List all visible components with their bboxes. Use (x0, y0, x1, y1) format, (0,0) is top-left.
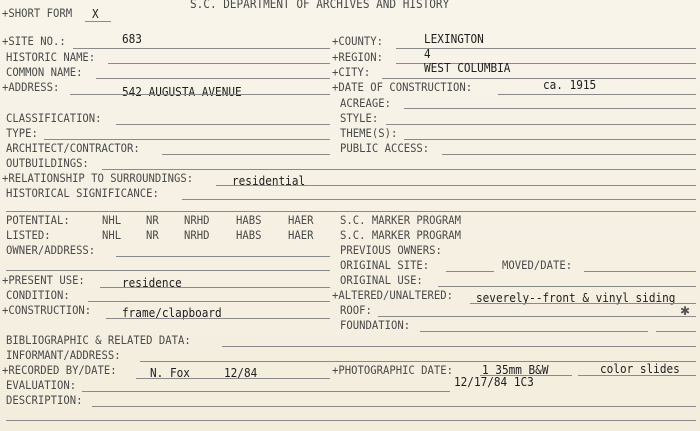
moved-date-label: MOVED/DATE: (502, 258, 573, 272)
recorded-by-value: N. Fox (150, 366, 190, 380)
photographic-date-label: +PHOTOGRAPHIC DATE: (332, 363, 454, 377)
moved-date-line (584, 271, 696, 272)
agency-title: S.C. DEPARTMENT OF ARCHIVES AND HISTORY (190, 0, 450, 11)
themes-line (404, 139, 696, 140)
public-access-line (442, 154, 696, 155)
construction-value: frame/clapboard (122, 306, 222, 320)
listed-nhl: NHL (102, 228, 122, 242)
potential-marker-program: S.C. MARKER PROGRAM (340, 213, 462, 227)
informant-label: INFORMANT/ADDRESS: (6, 348, 121, 362)
architect-label: ARCHITECT/CONTRACTOR: (6, 141, 140, 155)
condition-line (88, 301, 330, 302)
potential-nr: NR (146, 213, 159, 227)
date-of-construction-label: +DATE OF CONSTRUCTION: (332, 80, 473, 94)
owner-address-line (116, 256, 330, 257)
description-label: DESCRIPTION: (6, 393, 83, 407)
historic-name-label: HISTORIC NAME: (6, 50, 96, 64)
recorded-by-label: +RECORDED BY/DATE: (2, 363, 117, 377)
condition-label: CONDITION: (6, 288, 70, 302)
common-name-line (96, 78, 330, 79)
site-no-value: 683 (122, 32, 142, 46)
present-use-label: +PRESENT USE: (2, 273, 85, 287)
city-line (382, 78, 696, 79)
foundation-line-2 (656, 331, 696, 332)
historical-significance-line (182, 199, 696, 200)
potential-nrhd: NRHD (184, 213, 210, 227)
region-value: 4 (424, 47, 431, 61)
type-label: TYPE: (6, 126, 38, 140)
listed-nrhd: NRHD (184, 228, 210, 242)
address-value: 542 AUGUSTA AVENUE (122, 85, 242, 99)
relationship-line (216, 185, 696, 186)
altered-line (470, 303, 696, 304)
original-site-label: ORIGINAL SITE: (340, 258, 430, 272)
description-line-2 (6, 420, 696, 421)
photo-color-slides: color slides (600, 362, 680, 376)
owner-address-line-2 (6, 270, 330, 271)
short-form-value: X (92, 7, 99, 21)
recorded-date-value: 12/84 (224, 366, 258, 380)
present-use-value: residence (122, 276, 182, 290)
relationship-label: +RELATIONSHIP TO SURROUNDINGS: (2, 171, 194, 185)
listed-haer: HAER (288, 228, 314, 242)
construction-label: +CONSTRUCTION: (2, 303, 92, 317)
altered-value: severely--front & vinyl siding (476, 291, 676, 305)
city-label: +CITY: (332, 65, 371, 79)
foundation-line (420, 331, 648, 332)
acreage-line (404, 108, 696, 109)
listed-nr: NR (146, 228, 159, 242)
historical-significance-line-2 (6, 211, 696, 212)
style-label: STYLE: (340, 111, 379, 125)
potential-habs: HABS (236, 213, 262, 227)
present-use-line (100, 287, 330, 288)
description-line (92, 406, 696, 407)
roof-label: ROOF: (340, 303, 372, 317)
date-of-construction-line (498, 94, 696, 95)
themes-label: THEME(S): (340, 126, 398, 140)
photo-line-2: 12/17/84 1C3 (454, 375, 534, 389)
acreage-label: ACREAGE: (340, 96, 391, 110)
classification-line (116, 124, 330, 125)
county-line (396, 48, 696, 49)
address-label: +ADDRESS: (2, 80, 60, 94)
relationship-value: residential (232, 174, 306, 188)
outbuildings-line (102, 169, 696, 170)
address-line (70, 94, 330, 95)
public-access-label: PUBLIC ACCESS: (340, 141, 430, 155)
short-form-label: +SHORT FORM (2, 6, 73, 20)
site-no-line (73, 48, 330, 49)
historical-significance-label: HISTORICAL SIGNIFICANCE: (6, 186, 159, 200)
asterisk-mark: ✱ (680, 304, 691, 318)
site-no-label: +SITE NO.: (2, 34, 66, 48)
construction-line (106, 318, 330, 319)
roof-line (378, 316, 696, 317)
evaluation-label: EVALUATION: (6, 378, 77, 392)
bibliographic-line (222, 346, 696, 347)
short-form-underline (85, 21, 111, 22)
potential-haer: HAER (288, 213, 314, 227)
type-line (44, 139, 330, 140)
listed-habs: HABS (236, 228, 262, 242)
classification-label: CLASSIFICATION: (6, 111, 102, 125)
previous-owners-label: PREVIOUS OWNERS: (340, 243, 442, 257)
outbuildings-label: OUTBUILDINGS: (6, 156, 89, 170)
owner-address-label: OWNER/ADDRESS: (6, 243, 96, 257)
altered-label: +ALTERED/UNALTERED: (332, 288, 454, 302)
listed-label: LISTED: (6, 228, 51, 242)
original-site-line (446, 271, 494, 272)
listed-marker-program: S.C. MARKER PROGRAM (340, 228, 462, 242)
county-value: LEXINGTON (424, 32, 484, 46)
potential-nhl: NHL (102, 213, 122, 227)
common-name-label: COMMON NAME: (6, 65, 83, 79)
region-label: +REGION: (332, 50, 383, 64)
city-value: WEST COLUMBIA (424, 61, 511, 75)
style-line (386, 124, 696, 125)
original-use-line (438, 286, 696, 287)
architect-line (162, 154, 330, 155)
historic-name-line (108, 63, 330, 64)
photo-color-underline (578, 375, 696, 376)
date-of-construction-value: ca. 1915 (543, 78, 597, 92)
bibliographic-label: BIBLIOGRAPHIC & RELATED DATA: (6, 333, 191, 347)
potential-label: POTENTIAL: (6, 213, 70, 227)
county-label: +COUNTY: (332, 34, 383, 48)
original-use-label: ORIGINAL USE: (340, 273, 423, 287)
photo-line-1: 1 35mm B&W (482, 363, 549, 377)
foundation-label: FOUNDATION: (340, 318, 411, 332)
recorded-by-line (136, 378, 330, 379)
evaluation-line (82, 391, 450, 392)
